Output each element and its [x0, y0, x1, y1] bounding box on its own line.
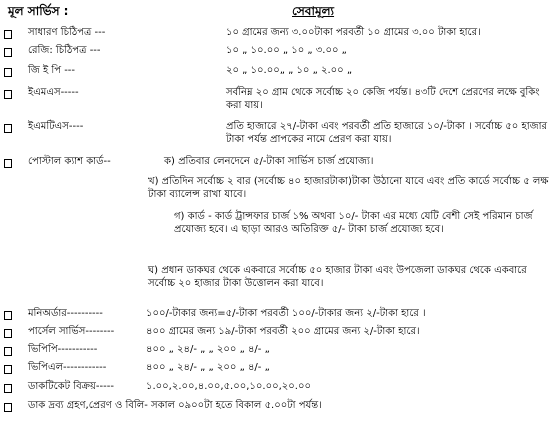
bullet-box	[4, 68, 12, 77]
footer-hours: ডাক দ্রব্য গ্রহণ,প্রেরণ ও বিলি- সকাল ০৯০০টা হতে বিকাল ৫.০০টা পর্যন্ত।	[28, 400, 322, 411]
row-label: সাধারণ চিঠিপত্র ---	[28, 27, 106, 38]
row-label: জি ই পি ---	[28, 65, 76, 76]
bullet-box	[4, 30, 12, 39]
row-value: ২০ „ ১০.০০„ „ ১০ „ ২.০০ „	[226, 65, 353, 76]
row-label: পোস্টাল ক্যাশ কার্ড--	[28, 156, 111, 167]
bullet-box	[4, 90, 12, 99]
cash-card-item-c: গ) কার্ড - কার্ড ট্রান্সফার চার্জ ১% অথবা ১০/- টাকা এর মধ্যে যেটি বেশী সেই পরিমান চার্জ প্রযোজ্য হবে। এ ছাড়া আরও অতিরিক্ত ৫/- টাকা চার্জ প্রযোজ্য হবে।	[174, 211, 533, 235]
cash-card-item-b: খ) প্রতিদিন সর্বোচ্চ ২ বার (সর্বোচ্চ ৪০ হাজারটাকা)টাকা উঠানো যাবে এবং প্রতি কার্ডে সর্বোচ্চ ৫ লক্ষ টাকা ব্যালেন্স রাখা যাবে।	[148, 176, 549, 200]
row-value: ৪০০ গ্রামের জন্য ১৯/-টাকা পরবর্তী ২০০ গ্রামের জন্য ২/-টাকা হারে।	[146, 326, 420, 337]
row-label: মনিঅর্ডার----------	[28, 308, 103, 319]
row-value: ৪০০ „ ২৪/- „ „ ২০০ „ ৪/- „	[146, 344, 270, 355]
bullet-box	[4, 403, 12, 412]
bullet-box	[4, 311, 12, 320]
cash-card-item-d: ঘ) প্রধান ডাকঘর থেকে একবারে সর্বোচ্চ ৫০ হাজার টাকা এবং উপজেলা ডাকঘর থেকে একবারে সর্বোচ্চ ২০ হাজার টাকা উত্তোলন করা যাবে।	[148, 265, 527, 289]
row-value: প্রতি হাজারে ২৭/-টাকা এবং পরবর্তী প্রতি হাজারে ১০/-টাকা । সর্বোচ্চ ৫০ হাজার টাকা পর্যন্ত প্রাপকের নামে প্রেরণ করা যায়।	[226, 121, 547, 145]
row-label: ভিপিএল------------	[28, 362, 107, 373]
row-label: ডাকটিকেট বিক্রয়-----	[28, 381, 114, 392]
row-value: ১০ গ্রামের জন্য ৩.০০টাকা পরবর্তী ১০ গ্রামের ৩.০০ টাকা হারে।	[226, 27, 481, 38]
row-label: পার্সেল সার্ভিস--------	[28, 326, 115, 337]
row-value: ১০ „ ১০.০০ „ ১০ „ ৩.০০ „	[226, 45, 347, 56]
header-main-services: মূল সার্ভিস :	[8, 4, 69, 18]
row-label: ভিপিপি-----------	[28, 344, 98, 355]
row-value: সর্বনিম্ন ২০ গ্রাম থেকে সর্বোচ্চ ২০ কেজি পর্যন্ত। ৪৩টি দেশে প্রেরণের লক্ষে বুকিং করা যায়।	[226, 87, 540, 111]
row-value: ৪০০ „ ২৪/- „ „ ২০০ „ ৪/- „	[146, 362, 270, 373]
row-value: ক) প্রতিবার লেনদেনে ৫/-টাকা সার্ভিস চার্জ প্রযোজ্য।	[164, 156, 374, 167]
bullet-box	[4, 124, 12, 133]
bullet-box	[4, 347, 12, 356]
header-service-charge: সেবামূল্য	[292, 4, 335, 18]
bullet-box	[4, 48, 12, 57]
row-value: ১০০/-টাকার জন্য=৫/-টাকা পরবর্তী ১০০/-টাকার জন্য ২/-টাকা হারে ।	[146, 308, 426, 319]
row-label: ইএমএস-----	[28, 87, 79, 98]
row-value: ১.০০,২.০০,৪.০০,৫.০০,১০.০০,২০.০০	[146, 381, 311, 392]
bullet-box	[4, 159, 12, 168]
bullet-box	[4, 365, 12, 374]
bullet-box	[4, 384, 12, 393]
row-label: ইএমটিএস----	[28, 121, 84, 132]
row-label: রেজি: চিঠিপত্র ---	[28, 45, 101, 56]
bullet-box	[4, 329, 12, 338]
